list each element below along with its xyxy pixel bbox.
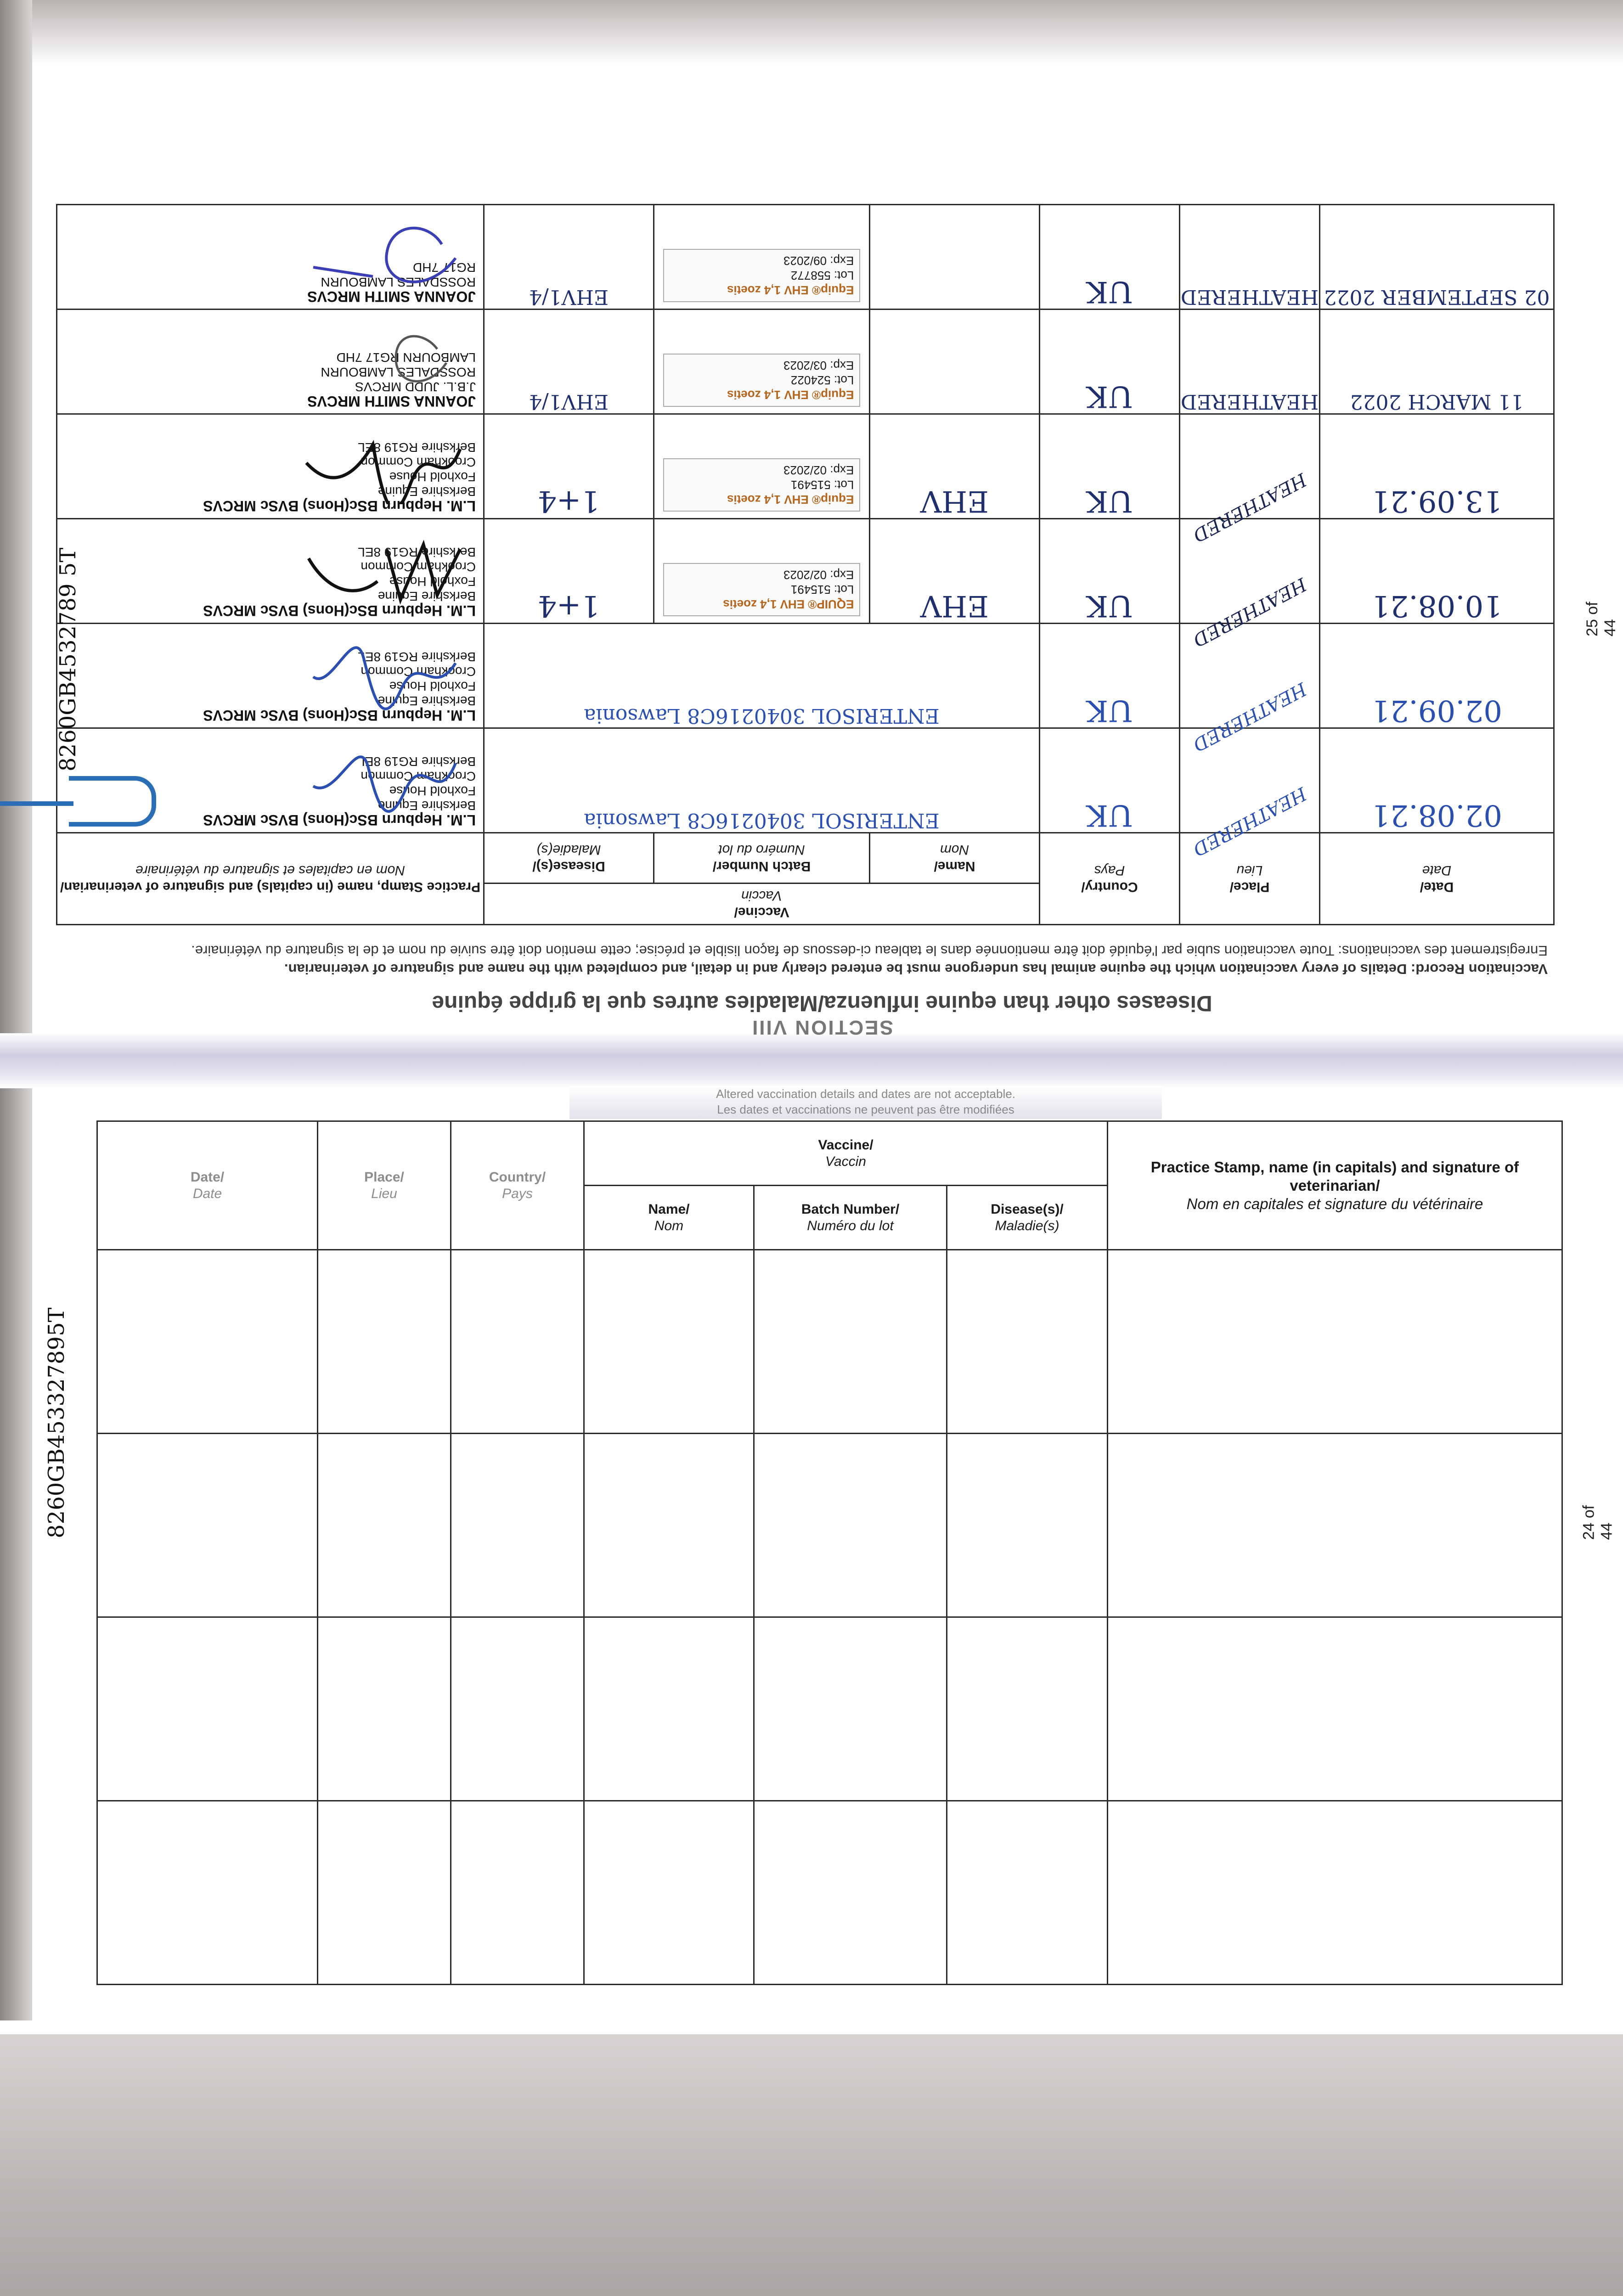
scan-left-edge xyxy=(0,0,32,2020)
date-cell: 10.08.21 xyxy=(1320,519,1554,624)
signature-image xyxy=(299,535,465,609)
vaccination-table xyxy=(56,204,1555,925)
batch-sticker: Equip® EHV 1,4 zoetis Lot: 515491 Exp: 02/2023 xyxy=(663,458,861,512)
batch-cell xyxy=(754,1250,947,1434)
country-cell: UK xyxy=(1040,624,1180,728)
page-top xyxy=(55,55,1589,1042)
country-cell: UK xyxy=(1040,519,1180,624)
vet-stamp: L.M. Hepburn BSc(Hons) BVSc MRCVS Berkshire Equine Foxhold House Crookham Common Berkshire RG19 8EL xyxy=(57,749,483,832)
date-cell: 02.08.21 xyxy=(1320,728,1554,833)
vaccine-cell: ENTERISOL 3040216C8 Lawsonia xyxy=(484,728,1040,833)
place-cell: HEATHERED xyxy=(1180,519,1320,624)
header-batch: Batch Number/ Numéro du lot xyxy=(654,833,870,884)
batch-sticker: EQUIP® EHV 1,4 zoetis Lot: 515491 Exp: 02/2023 xyxy=(663,563,861,616)
vaccine-name-cell xyxy=(870,205,1040,310)
country-cell xyxy=(451,1434,584,1617)
empty-vaccination-table xyxy=(96,1120,1563,1985)
vaccine-name-cell xyxy=(584,1617,754,1801)
stamp-cell xyxy=(1108,1434,1562,1617)
header-vaccine: Vaccine/ Vaccin xyxy=(484,884,1040,925)
date-cell: 11 MARCH 2022 xyxy=(1320,310,1554,414)
disease-cell xyxy=(947,1250,1108,1434)
table-row xyxy=(57,519,1554,624)
disease-cell: EHV1/4 xyxy=(484,205,654,310)
place-cell: HEATHERED xyxy=(1180,624,1320,728)
date-cell xyxy=(97,1250,318,1434)
instruction-en: Vaccination Record: Details of every vaccination which the equine animal has undergone must be entered clearly and in detail, and completed with the name and signature of veterinarian. xyxy=(284,961,1548,977)
vaccine-name-cell: EHV xyxy=(870,519,1040,624)
header-disease: Disease(s)/ Maladie(s) xyxy=(947,1186,1108,1250)
document-id-top: 8260GB4532789 5T xyxy=(55,547,81,771)
header-stamp: Practice Stamp, name (in capitals) and signature of veterinarian/ Nom en capitales et signature du vétérinaire xyxy=(1108,1121,1562,1250)
stamp-cell xyxy=(57,414,484,519)
stamp-cell xyxy=(57,205,484,310)
vaccine-name-cell xyxy=(584,1434,754,1617)
batch-sticker: Equip® EHV 1,4 zoetis Lot: 524022 Exp: 03/2023 xyxy=(663,354,861,407)
signature-image xyxy=(299,745,465,818)
paper-clip-bar xyxy=(0,801,73,806)
date-cell: 02.09.21 xyxy=(1320,624,1554,728)
stamp-cell xyxy=(57,519,484,624)
date-cell xyxy=(97,1801,318,1985)
vaccine-name-cell: EHV xyxy=(870,414,1040,519)
scan-bottom-edge xyxy=(0,2034,1623,2296)
table-row xyxy=(57,728,1554,833)
disease-cell: EHV1/4 xyxy=(484,310,654,414)
place-cell: HEATHERED xyxy=(1180,728,1320,833)
table-row xyxy=(57,624,1554,728)
vaccine-name-cell xyxy=(584,1250,754,1434)
disease-cell xyxy=(947,1617,1108,1801)
country-cell xyxy=(451,1801,584,1985)
batch-cell xyxy=(654,205,870,310)
table-row xyxy=(57,205,1554,310)
place-cell: HEATHERED xyxy=(1180,414,1320,519)
header-stamp: Practice Stamp, name (in capitals) and signature of veterinarian/ Nom en capitales et signature du vétérinaire xyxy=(57,833,484,925)
header-place: Place/ Lieu xyxy=(318,1121,451,1250)
place-cell: HEATHERED xyxy=(1180,310,1320,414)
header-name: Name/ Nom xyxy=(584,1186,754,1250)
header-date: Date/ Date xyxy=(97,1121,318,1250)
country-cell: UK xyxy=(1040,205,1180,310)
batch-cell xyxy=(654,519,870,624)
country-cell xyxy=(451,1617,584,1801)
instructions xyxy=(115,941,1548,978)
stamp-cell xyxy=(1108,1617,1562,1801)
table-row xyxy=(97,1617,1562,1801)
header-vaccine: Vaccine/ Vaccin xyxy=(584,1121,1108,1186)
table-row xyxy=(97,1801,1562,1985)
disease-cell: 1+4 xyxy=(484,414,654,519)
date-cell xyxy=(97,1617,318,1801)
disease-cell xyxy=(947,1801,1108,1985)
country-cell: UK xyxy=(1040,414,1180,519)
disease-cell: 1+4 xyxy=(484,519,654,624)
batch-cell xyxy=(754,1617,947,1801)
paper-clip-icon xyxy=(69,776,156,827)
page-top-content xyxy=(55,55,1589,1042)
alteration-note: Altered vaccination details and dates are not acceptable. Les dates et vaccinations ne peuvent pas être modifiées xyxy=(569,1086,1162,1119)
batch-cell xyxy=(754,1434,947,1617)
signature-image xyxy=(299,640,465,714)
header-name: Name/ Nom xyxy=(870,833,1040,884)
vaccine-name-cell xyxy=(870,310,1040,414)
header-place: Place/ Lieu xyxy=(1180,833,1320,925)
batch-cell xyxy=(654,310,870,414)
date-cell xyxy=(97,1434,318,1617)
table-row xyxy=(97,1434,1562,1617)
disease-cell xyxy=(947,1434,1108,1617)
section-heading: Diseases other than equine influenza/Maladies autres que la grippe équine xyxy=(432,991,1212,1015)
batch-sticker: Equip® EHV 1,4 zoetis Lot: 558772 Exp: 09/2023 xyxy=(663,249,861,302)
header-country: Country/ Pays xyxy=(1040,833,1180,925)
vet-stamp: L.M. Hepburn BSc(Hons) BVSc MRCVS Berkshire Equine Foxhold House Crookham Common Berkshire RG19 8EL xyxy=(57,645,483,727)
date-cell: 13.09.21 xyxy=(1320,414,1554,519)
vet-stamp: JOANNA SMITH MRCVS J.B.L. JUDD MRCVS ROSSDALES LAMBOURN LAMBOURN RG17 7HD xyxy=(57,345,483,413)
header-country: Country/ Pays xyxy=(451,1121,584,1250)
header-date: Date/ Date xyxy=(1320,833,1554,925)
batch-cell xyxy=(754,1801,947,1985)
signature-image xyxy=(299,221,465,295)
document-id-bottom: 8260GB453327895T xyxy=(44,1307,69,1538)
place-cell xyxy=(318,1434,451,1617)
section-label: SECTION VIII xyxy=(751,1016,893,1039)
vet-stamp: JOANNA SMITH MRCVS ROSSDALES LAMBOURN RG17 7HD xyxy=(57,255,483,309)
place-cell xyxy=(318,1250,451,1434)
table-row xyxy=(97,1250,1562,1434)
stamp-cell xyxy=(1108,1801,1562,1985)
vet-stamp: L.M. Hepburn BSc(Hons) BVSc MRCVS Berkshire Equine Foxhold House Crookham Common Berkshire RG19 8EL xyxy=(57,540,483,623)
batch-cell xyxy=(654,414,870,519)
page-number-top: 25 of 44 xyxy=(1584,602,1619,636)
place-cell: HEATHERED xyxy=(1180,205,1320,310)
country-cell: UK xyxy=(1040,310,1180,414)
page-number-bottom: 24 of 44 xyxy=(1580,1505,1616,1540)
stamp-cell xyxy=(57,310,484,414)
header-disease: Disease(s)/ Maladie(s) xyxy=(484,833,654,884)
date-cell: 02 SEPTEMBER 2022 xyxy=(1320,205,1554,310)
header-batch: Batch Number/ Numéro du lot xyxy=(754,1186,947,1250)
stamp-cell xyxy=(1108,1250,1562,1434)
country-cell xyxy=(451,1250,584,1434)
place-cell xyxy=(318,1617,451,1801)
vaccine-cell: ENTERISOL 3040216C8 Lawsonia xyxy=(484,624,1040,728)
vaccine-name-cell xyxy=(584,1801,754,1985)
place-cell xyxy=(318,1801,451,1985)
table-row xyxy=(57,414,1554,519)
country-cell: UK xyxy=(1040,728,1180,833)
signature-image xyxy=(299,431,465,504)
scan-top-edge xyxy=(0,0,1623,64)
instruction-fr: Enregistrement des vaccinations: Toute vaccination subie par l'équidé doit être mentionnée dans le tableau ci-dessous de façon lisible et précise; cette mention doit être suivie du nom et de la signature du vétérinaire. xyxy=(191,943,1548,959)
signature-image xyxy=(299,326,465,400)
vet-stamp: L.M. Hepburn BSc(Hons) BVSc MRCVS Berkshire Equine Foxhold House Crookham Common Berkshire RG19 8EL xyxy=(57,435,483,518)
stamp-cell xyxy=(57,624,484,728)
table-row xyxy=(57,310,1554,414)
